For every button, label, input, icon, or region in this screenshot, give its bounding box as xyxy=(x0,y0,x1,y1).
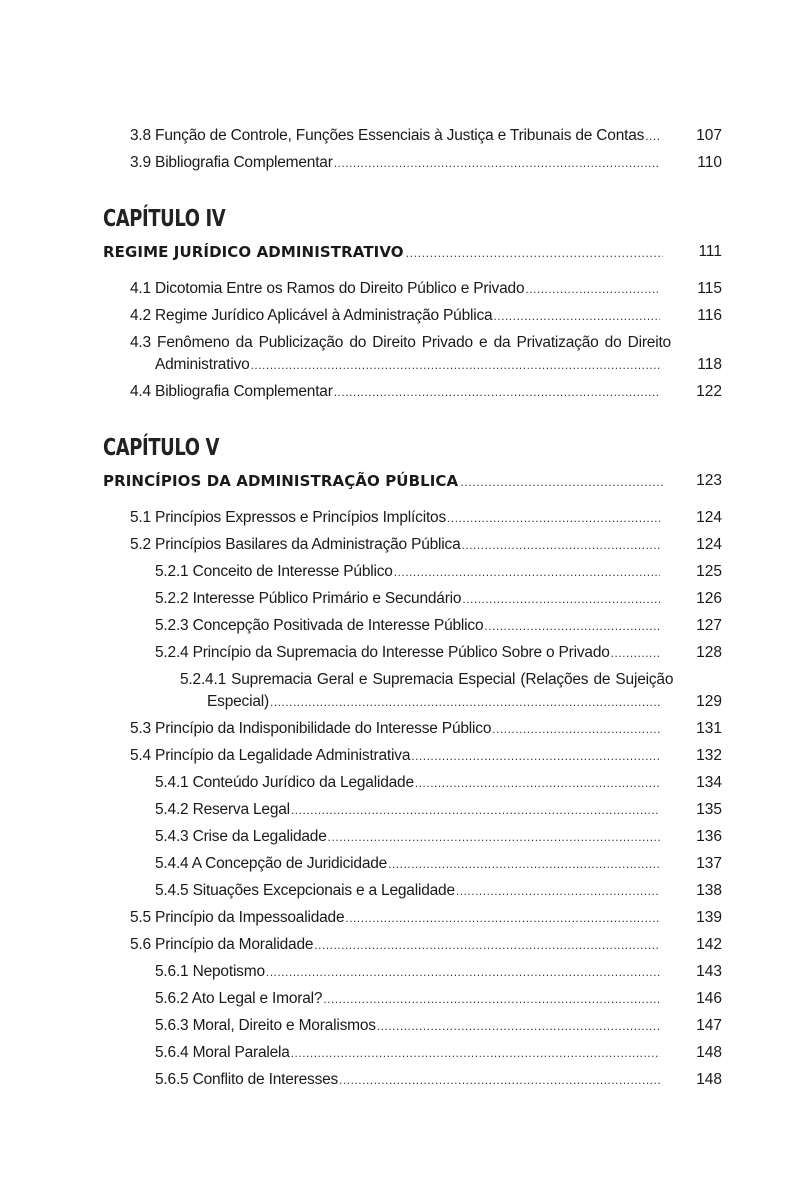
toc-entry-label: 4.2 Regime Jurídico Aplicável à Administração Pública xyxy=(130,307,493,324)
toc-entry-5-4-5 xyxy=(155,882,662,900)
toc-entry-label: 5.2.1 Conceito de Interesse Público xyxy=(155,563,393,580)
toc-entry-5-4-2 xyxy=(155,801,662,819)
toc-entry-5-2-2 xyxy=(155,590,662,608)
leader-dots xyxy=(415,776,660,790)
toc-entry-label: 5.4.1 Conteúdo Jurídico da Legalidade xyxy=(155,774,414,791)
toc-entry-3-8 xyxy=(130,127,662,145)
chapter-heading xyxy=(103,472,663,490)
leader-dots xyxy=(334,156,660,170)
toc-entry-label: Administrativo xyxy=(155,356,250,373)
toc-entry-4-4 xyxy=(130,383,662,401)
toc-entry-page: 132 xyxy=(696,747,722,764)
leader-dots xyxy=(334,385,660,399)
toc-entry-5-2-4 xyxy=(155,644,662,662)
leader-dots xyxy=(328,830,660,844)
toc-entry-page: 124 xyxy=(696,536,722,553)
toc-entry-page: 115 xyxy=(697,280,722,297)
leader-dots xyxy=(493,309,660,323)
leader-dots xyxy=(251,358,660,372)
toc-entry-page: 134 xyxy=(696,774,722,791)
leader-dots xyxy=(345,911,660,925)
toc-entry-5-6-1 xyxy=(155,963,662,981)
toc-entry-label: 5.6.4 Moral Paralela xyxy=(155,1044,290,1061)
toc-entry-label: 5.6.5 Conflito de Interesses xyxy=(155,1071,339,1088)
toc-entry-page: 142 xyxy=(696,936,722,953)
toc-entry-label: 5.1 Princípios Expressos e Princípios Implícitos xyxy=(130,509,447,526)
chapter-heading-label: REGIME JURÍDICO ADMINISTRATIVO xyxy=(103,243,404,261)
toc-entry-4-3 xyxy=(155,356,662,374)
toc-entry-5-2-4-1-line1: 5.2.4.1 Supremacia Geral e Supremacia Especial (Relações de Sujeição xyxy=(180,671,674,688)
toc-entry-5-2-4-1 xyxy=(207,693,662,711)
toc-entry-page: 124 xyxy=(696,509,722,526)
toc-entry-page: 148 xyxy=(696,1071,722,1088)
toc-entry-label: 5.6.3 Moral, Direito e Moralismos xyxy=(155,1017,376,1034)
toc-entry-page: 129 xyxy=(696,693,722,710)
toc-entry-page: 137 xyxy=(696,855,722,872)
toc-entry-3-9 xyxy=(130,154,662,172)
toc-entry-page: 148 xyxy=(696,1044,722,1061)
toc-entry-5-5 xyxy=(130,909,662,927)
toc-entry-page: 138 xyxy=(696,882,722,899)
toc-entry-5-6-4 xyxy=(155,1044,662,1062)
toc-entry-label: 5.4 Princípio da Legalidade Administrativa xyxy=(130,747,411,764)
leader-dots xyxy=(406,247,663,260)
toc-entry-page: 116 xyxy=(697,307,722,324)
toc-entry-5-3 xyxy=(130,720,662,738)
toc-entry-label: 5.4.5 Situações Excepcionais e a Legalidade xyxy=(155,882,455,899)
toc-entry-label: 5.6.1 Nepotismo xyxy=(155,963,265,980)
leader-dots xyxy=(484,619,660,633)
toc-entry-page: 139 xyxy=(696,909,722,926)
leader-dots xyxy=(645,129,660,143)
leader-dots xyxy=(460,476,663,489)
toc-entry-page: 127 xyxy=(696,617,722,634)
leader-dots xyxy=(291,1046,660,1060)
leader-dots xyxy=(394,565,660,579)
toc-entry-label: 5.4.3 Crise da Legalidade xyxy=(155,828,327,845)
toc-entry-label: 5.4.4 A Concepção de Juridicidade xyxy=(155,855,388,872)
toc-entry-5-6 xyxy=(130,936,662,954)
toc-entry-5-2-1 xyxy=(155,563,662,581)
toc-entry-5-6-2 xyxy=(155,990,662,1008)
toc-entry-page: 143 xyxy=(696,963,722,980)
toc-entry-5-6-5 xyxy=(155,1071,662,1089)
toc-entry-page: 136 xyxy=(696,828,722,845)
toc-entry-label: 5.2 Princípios Basilares da Administração Pública xyxy=(130,536,461,553)
toc-entry-label: 5.2.4 Princípio da Supremacia do Interesse Público Sobre o Privado xyxy=(155,644,610,661)
toc-entry-label: 5.3 Princípio da Indisponibilidade do Interesse Público xyxy=(130,720,492,737)
leader-dots xyxy=(411,749,660,763)
leader-dots xyxy=(462,592,660,606)
toc-entry-label: 3.9 Bibliografia Complementar xyxy=(130,154,333,171)
leader-dots xyxy=(456,884,660,898)
leader-dots xyxy=(323,992,660,1006)
toc-entry-page: 147 xyxy=(696,1017,722,1034)
toc-entry-label: 5.4.2 Reserva Legal xyxy=(155,801,290,818)
toc-entry-4-3-line1: 4.3 Fenômeno da Publicização do Direito Privado e da Privatização do Direito xyxy=(130,334,671,351)
toc-entry-label: Especial) xyxy=(207,693,269,710)
leader-dots xyxy=(611,646,660,660)
toc-entry-page: 126 xyxy=(696,590,722,607)
toc-entry-label: 5.2.3 Concepção Positivada de Interesse Público xyxy=(155,617,484,634)
chapter-heading-page: 123 xyxy=(696,472,722,489)
leader-dots xyxy=(291,803,660,817)
toc-entry-page: 146 xyxy=(696,990,722,1007)
toc-entry-page: 118 xyxy=(697,356,722,373)
leader-dots xyxy=(266,965,660,979)
leader-dots xyxy=(388,857,660,871)
leader-dots xyxy=(525,282,660,296)
toc-entry-page: 110 xyxy=(697,154,722,171)
toc-entry-label: 5.2.2 Interesse Público Primário e Secundário xyxy=(155,590,462,607)
leader-dots xyxy=(377,1019,660,1033)
toc-entry-label: 4.1 Dicotomia Entre os Ramos do Direito Público e Privado xyxy=(130,280,525,297)
leader-dots xyxy=(447,511,660,525)
toc-entry-page: 107 xyxy=(696,127,722,144)
toc-entry-page: 125 xyxy=(696,563,722,580)
leader-dots xyxy=(270,695,660,709)
toc-entry-5-4-4 xyxy=(155,855,662,873)
toc-entry-label: 5.6.2 Ato Legal e Imoral? xyxy=(155,990,323,1007)
leader-dots xyxy=(462,538,660,552)
toc-entry-4-2 xyxy=(130,307,662,325)
leader-dots xyxy=(492,722,660,736)
toc-entry-page: 131 xyxy=(696,720,722,737)
toc-entry-label: 4.4 Bibliografia Complementar xyxy=(130,383,333,400)
chapter-heading-label: PRINCÍPIOS DA ADMINISTRAÇÃO PÚBLICA xyxy=(103,472,459,490)
toc-entry-4-1 xyxy=(130,280,662,298)
leader-dots xyxy=(314,938,660,952)
chapter-heading-page: 111 xyxy=(698,243,722,260)
chapter-heading xyxy=(103,243,663,261)
toc-entry-5-2-3 xyxy=(155,617,662,635)
toc-entry-5-4-3 xyxy=(155,828,662,846)
toc-entry-page: 135 xyxy=(696,801,722,818)
chapter-title: CAPÍTULO IV xyxy=(103,206,226,232)
toc-entry-5-4-1 xyxy=(155,774,662,792)
toc-entry-label: 3.8 Função de Controle, Funções Essenciais à Justiça e Tribunais de Contas xyxy=(130,127,645,144)
toc-entry-page: 128 xyxy=(696,644,722,661)
toc-entry-page: 122 xyxy=(696,383,722,400)
toc-entry-5-1 xyxy=(130,509,662,527)
toc-entry-label: 5.6 Princípio da Moralidade xyxy=(130,936,314,953)
toc-entry-5-2 xyxy=(130,536,662,554)
chapter-title: CAPÍTULO V xyxy=(103,435,219,461)
toc-entry-label: 5.5 Princípio da Impessoalidade xyxy=(130,909,345,926)
leader-dots xyxy=(339,1073,660,1087)
toc-entry-5-4 xyxy=(130,747,662,765)
toc-entry-5-6-3 xyxy=(155,1017,662,1035)
